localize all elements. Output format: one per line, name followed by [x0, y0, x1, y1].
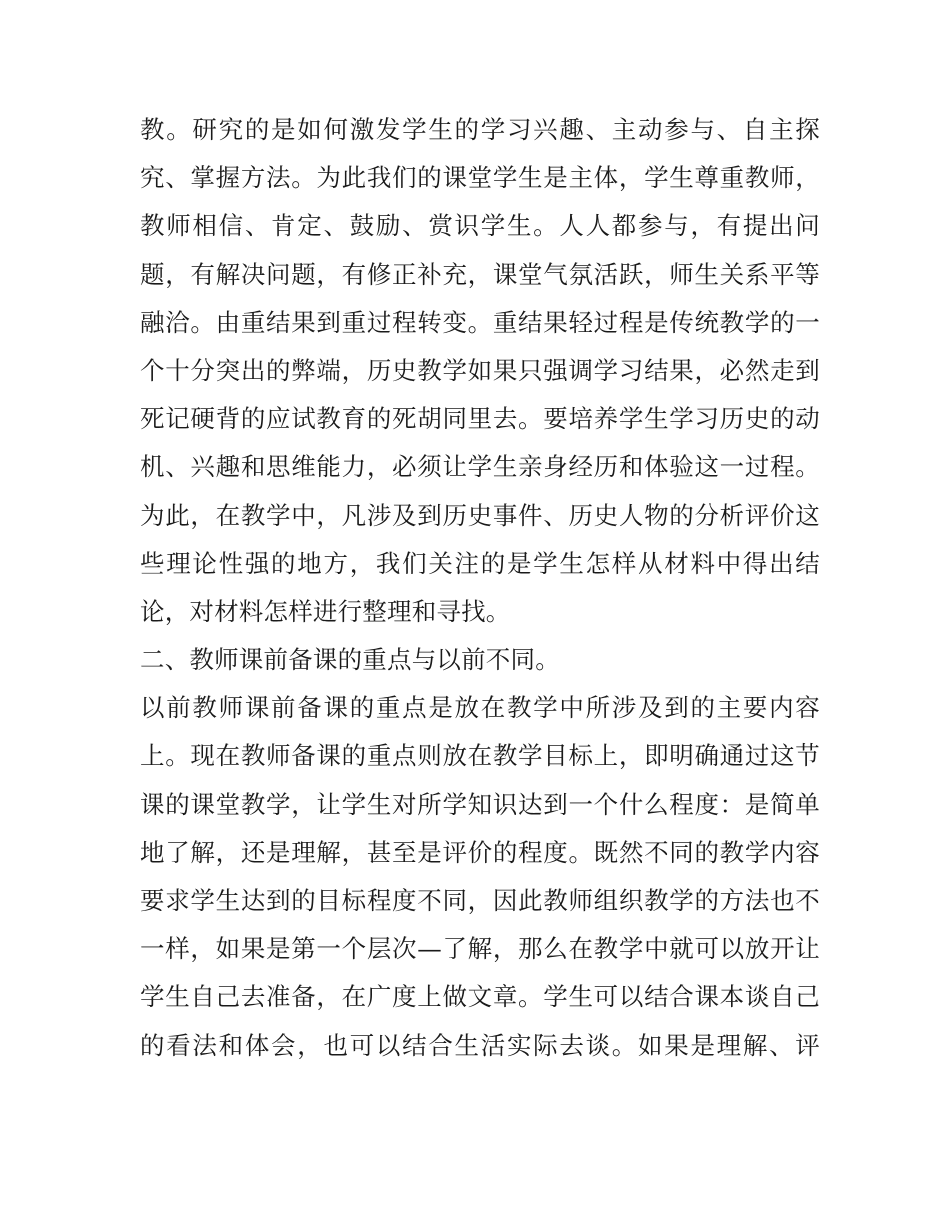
- text-line: 以前教师课前备课的重点是放在教学中所涉及到的主要内容: [140, 693, 820, 723]
- text-line: 二、教师课前备课的重点与以前不同。: [140, 645, 560, 675]
- text-line: 机、兴趣和思维能力，必须让学生亲身经历和体验这一过程。: [140, 452, 820, 482]
- body-text: [140, 106, 820, 1070]
- text-line: 为此，在教学中，凡涉及到历史事件、历史人物的分析评价这: [140, 500, 820, 530]
- text-line: 融洽。由重结果到重过程转变。重结果轻过程是传统教学的一: [140, 307, 820, 337]
- text-line: 死记硬背的应试教育的死胡同里去。要培养学生学习历史的动: [140, 404, 820, 434]
- text-line: 的看法和体会，也可以结合生活实际去谈。如果是理解、评: [140, 1030, 820, 1060]
- text-line: 地了解，还是理解，甚至是评价的程度。既然不同的教学内容: [140, 837, 820, 867]
- text-line: 一样，如果是第一个层次—了解，那么在教学中就可以放开让: [140, 934, 820, 964]
- text-line: 教师相信、肯定、鼓励、赏识学生。人人都参与，有提出问: [140, 211, 820, 241]
- text-line: 论，对材料怎样进行整理和寻找。: [140, 596, 511, 626]
- text-line: 要求学生达到的目标程度不同，因此教师组织教学的方法也不: [140, 886, 820, 915]
- text-line: 上。现在教师备课的重点则放在教学目标上，即明确通过这节: [140, 741, 820, 771]
- text-line: 学生自己去准备，在广度上做文章。学生可以结合课本谈自己: [140, 982, 820, 1012]
- text-line: 课的课堂教学，让学生对所学知识达到一个什么程度：是简单: [140, 789, 820, 819]
- text-line: 教。研究的是如何激发学生的学习兴趣、主动参与、自主探: [140, 115, 820, 144]
- text-line: 题，有解决问题，有修正补充，课堂气氛活跃，师生关系平等: [140, 259, 820, 289]
- text-line: 究、掌握方法。为此我们的课堂学生是主体，学生尊重教师，: [140, 163, 820, 193]
- text-line: 些理论性强的地方，我们关注的是学生怎样从材料中得出结: [140, 548, 820, 578]
- text-line: 个十分突出的弊端，历史教学如果只强调学习结果，必然走到: [140, 355, 820, 385]
